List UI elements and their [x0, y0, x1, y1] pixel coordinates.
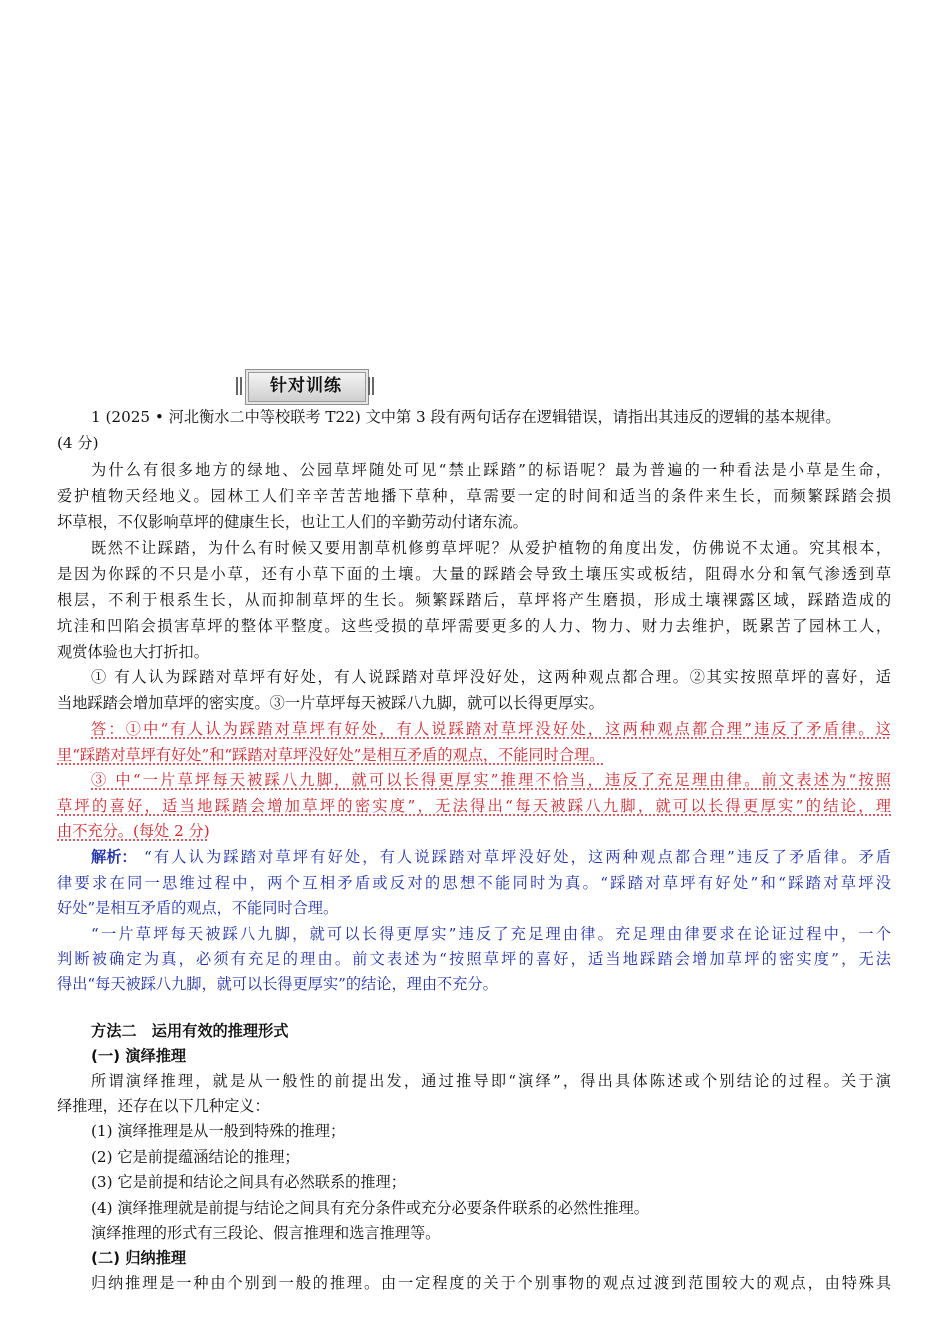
analysis-line: 判断被确定为真，必须有充足的理由。前文表述为“按照草坪的喜好，适当地踩踏会增加草坪的密实度”，无法: [57, 950, 891, 968]
passage-line: 既然不让踩踏，为什么有时候又要用割草机修剪草坪呢？从爱护植物的角度出发，仿佛说不太通。究其根本，: [91, 539, 891, 557]
passage-line: ① 有人认为踩踏对草坪有好处，有人说踩踏对草坪没好处，这两种观点都合理。②其实按照草坪的喜好，适: [91, 668, 891, 686]
analysis-line: “有人认为踩踏对草坪有好处，有人说踩踏对草坪没好处，这两种观点都合理”违反了矛盾律。矛盾: [144, 848, 891, 866]
passage-line: 为什么有很多地方的绿地、公园草坪随处可见“禁止踩踏”的标语呢？最为普遍的一种看法是小草是生命，: [91, 461, 891, 479]
answer-line: ③ 中“一片草坪每天被踩八九脚，就可以长得更厚实”推理不恰当，违反了充足理由律。前文表述为“按照: [91, 771, 891, 789]
paragraph-line: 绎推理，还存在以下几种定义：: [57, 1097, 270, 1115]
answer-line: 答：①中“有人认为踩踏对草坪有好处，有人说踩踏对草坪没好处，这两种观点都合理”违反了矛盾律。这: [91, 720, 891, 738]
question-line-2: (4 分): [57, 434, 99, 452]
answer-line: 由不充分。(每处 2 分): [57, 822, 210, 840]
passage-line: 是因为你踩的不只是小草，还有小草下面的土壤。大量的踩踏会导致土壤压实或板结，阻碍水分和氧气渗透到草: [57, 565, 891, 583]
definition-item: (1) 演绎推理是从一般到特殊的推理；: [91, 1122, 346, 1140]
tag-right-ornament: [368, 377, 376, 395]
method-heading: 方法二 运用有效的推理形式: [91, 1022, 289, 1040]
paragraph-line: 所谓演绎推理，就是从一般性的前提出发，通过推导即“演绎”，得出具体陈述或个别结论的过程。关于演: [91, 1072, 891, 1090]
paragraph-line: 归纳推理是一种由个别到一般的推理。由一定程度的关于个别事物的观点过渡到范围较大的观点，由特殊具: [91, 1274, 891, 1292]
definition-item: (2) 它是前提蕴涵结论的推理；: [91, 1148, 300, 1166]
analysis-line: “一片草坪每天被踩八九脚，就可以长得更厚实”违反了充足理由律。充足理由律要求在论证过程中，一个: [91, 925, 891, 943]
answer-line: 草坪的喜好，适当地踩踏会增加草坪的密实度”，无法得出“每天被踩八九脚，就可以长得更厚实”的结论，理: [57, 797, 891, 815]
passage-line: 当地踩踏会增加草坪的密实度。③一片草坪每天被踩八九脚，就可以长得更厚实。: [57, 694, 604, 712]
definition-item: (3) 它是前提和结论之间具有必然联系的推理；: [91, 1173, 406, 1191]
passage-line: 爱护植物天经地义。园林工人们辛辛苦苦地播下草种，草需要一定的时间和适当的条件来生长，而频繁踩踏会损: [57, 487, 891, 505]
passage-line: 坏草根，不仅影响草坪的健康生长，也让工人们的辛勤劳动付诸东流。: [57, 513, 528, 531]
section-tag: [242, 372, 370, 400]
definition-item: (4) 演绎推理就是前提与结论之间具有充分条件或充分必要条件联系的必然性推理。: [91, 1199, 649, 1217]
analysis-label: 解析：: [91, 848, 137, 866]
tag-left-ornament: [236, 377, 244, 395]
analysis-line: 好处”是相互矛盾的观点，不能同时合理。: [57, 899, 339, 917]
passage-line: 观赏体验也大打折扣。: [57, 643, 209, 661]
question-line-1: 1 (2025 • 河北衡水二中等校联考 T22) 文中第 3 段有两句话存在逻辑错误，请指出其违反的逻辑的基本规律。: [91, 408, 841, 426]
paragraph-line: 演绎推理的形式有三段论、假言推理和选言推理等。: [91, 1224, 441, 1242]
subheading-inductive: (二) 归纳推理: [91, 1249, 187, 1267]
section-tag-label: 针对训练: [270, 376, 342, 396]
passage-line: 坑洼和凹陷会损害草坪的整体平整度。这些受损的草坪需要更多的人力、物力、财力去维护，既累苦了园林工人，: [57, 617, 891, 635]
analysis-line: 得出“每天被踩八九脚，就可以长得更厚实”的结论，理由不充分。: [57, 975, 498, 993]
subheading-deductive: (一) 演绎推理: [91, 1047, 187, 1065]
answer-line: 里“踩踏对草坪有好处”和“踩踏对草坪没好处”是相互矛盾的观点，不能同时合理。: [57, 746, 605, 764]
analysis-line: 律要求在同一思维过程中，两个互相矛盾或反对的思想不能同时为真。“踩踏对草坪有好处”和“踩踏对草坪没: [57, 874, 891, 892]
passage-line: 根层，不利于根系生长，从而抑制草坪的生长。频繁踩踏后，草坪将产生磨损，形成土壤裸露区域，踩踏造成的: [57, 591, 891, 609]
